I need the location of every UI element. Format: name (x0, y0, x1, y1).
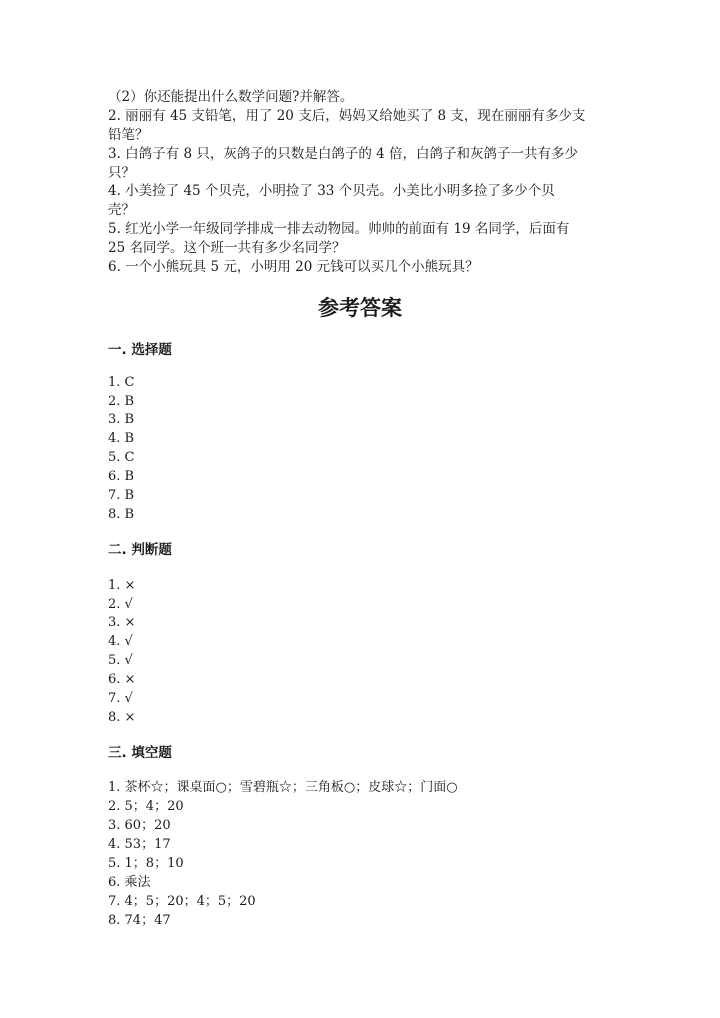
answer-item: 5. 1；8；10 (108, 856, 184, 871)
answer-item: 6. 乘法 (108, 875, 151, 890)
answer-item: 1. 茶杯☆；课桌面○；雪碧瓶☆；三角板○；皮球☆；门面○ (108, 780, 458, 795)
answer-item: 6. × (108, 672, 136, 687)
answer-item: 4. B (108, 431, 135, 446)
question-line: 壳？ (108, 202, 135, 218)
answer-item: 2. 5；4；20 (108, 799, 184, 814)
question-line: 3. 白鸽子有 8 只，灰鸽子的只数是白鸽子的 4 倍，白鸽子和灰鸽子一共有多少 (108, 146, 579, 162)
answer-title: 参考答案 (318, 295, 402, 320)
answer-item: 8. × (108, 710, 136, 725)
answer-item: 7. 4；5；20；4；5；20 (108, 894, 256, 909)
answer-item: 2. √ (108, 597, 133, 612)
question-line: 5. 红光小学一年级同学排成一排去动物园。帅帅的前面有 19 名同学，后面有 (108, 221, 570, 237)
section-heading-choice: 一. 选择题 (108, 342, 172, 358)
answer-item: 6. B (108, 469, 135, 484)
question-line: 25 名同学。这个班一共有多少名同学？ (108, 240, 346, 256)
question-line: 6. 一个小熊玩具 5 元，小明用 20 元钱可以买几个小熊玩具？ (108, 259, 479, 275)
section-heading-judgement: 二. 判断题 (108, 542, 172, 558)
section-heading-fill-blank: 三. 填空题 (108, 745, 172, 761)
answer-item: 3. 60；20 (108, 818, 171, 833)
question-line: 铅笔？ (108, 127, 149, 143)
answer-item: 7. √ (108, 691, 133, 706)
answer-item: 1. C (108, 375, 135, 390)
answer-item: 4. √ (108, 634, 133, 649)
answer-item: 3. B (108, 412, 135, 427)
answer-item: 4. 53；17 (108, 837, 171, 852)
answer-item: 1. × (108, 578, 136, 593)
question-line: 只？ (108, 165, 135, 181)
answer-item: 8. 74；47 (108, 913, 171, 928)
question-line: 2. 丽丽有 45 支铅笔，用了 20 支后，妈妈又给她买了 8 支，现在丽丽有多少支 (108, 108, 586, 124)
question-line: 4. 小美捡了 45 个贝壳，小明捡了 33 个贝壳。小美比小明多捡了多少个贝 (108, 183, 555, 199)
answer-item: 5. C (108, 450, 135, 465)
answer-item: 3. × (108, 615, 136, 630)
question-line: （2）你还能提出什么数学问题?并解答。 (108, 89, 354, 105)
answer-item: 8. B (108, 507, 135, 522)
answer-item: 2. B (108, 394, 135, 409)
answer-item: 7. B (108, 488, 135, 503)
answer-item: 5. √ (108, 653, 133, 668)
